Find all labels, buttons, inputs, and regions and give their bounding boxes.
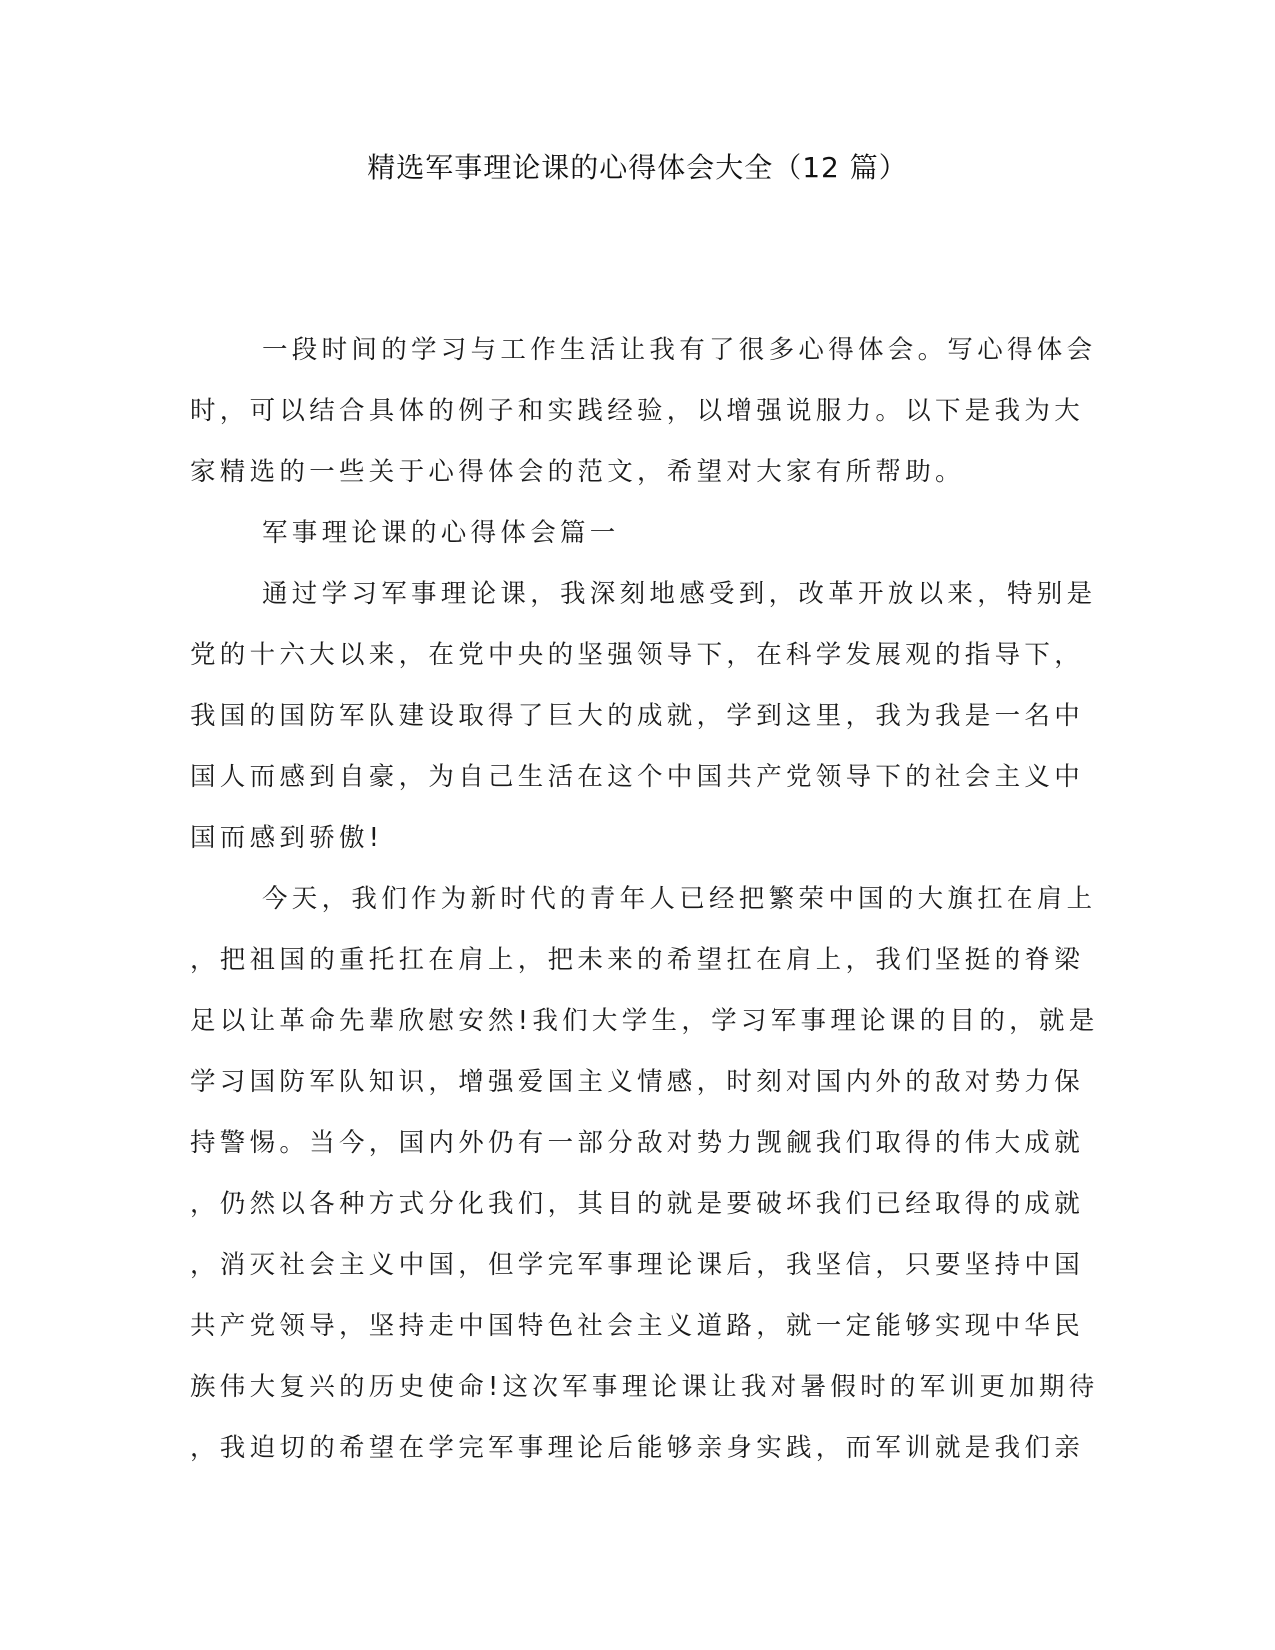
- text-line: ，消灭社会主义中国，但学完军事理论课后，我坚信，只要坚持中国: [190, 1250, 1085, 1280]
- text-line: 国人而感到自豪，为自己生活在这个中国共产党领导下的社会主义中: [190, 762, 1085, 792]
- text-line: 族伟大复兴的历史使命!这次军事理论课让我对暑假时的军训更加期待: [190, 1372, 1099, 1402]
- text-line: ，仍然以各种方式分化我们，其目的就是要破坏我们已经取得的成就: [190, 1189, 1085, 1219]
- text-line: 国而感到骄傲!: [190, 823, 384, 853]
- text-line: 我国的国防军队建设取得了巨大的成就，学到这里，我为我是一名中: [190, 701, 1085, 731]
- document-title: 精选军事理论课的心得体会大全（12 篇）: [367, 151, 908, 184]
- text-line: 一段时间的学习与工作生活让我有了很多心得体会。写心得体会: [262, 335, 1097, 365]
- document-body: [190, 320, 1099, 1479]
- text-line: 学习国防军队知识，增强爱国主义情感，时刻对国内外的敌对势力保: [190, 1067, 1085, 1097]
- section-heading: [190, 503, 1070, 564]
- text-line: ，我迫切的希望在学完军事理论后能够亲身实践，而军训就是我们亲: [190, 1433, 1085, 1463]
- text-line: 今天，我们作为新时代的青年人已经把繁荣中国的大旗扛在肩上: [262, 884, 1097, 914]
- text-line: 家精选的一些关于心得体会的范文，希望对大家有所帮助。: [190, 457, 965, 487]
- text-line: 持警惕。当今，国内外仍有一部分敌对势力觊觎我们取得的伟大成就: [190, 1128, 1085, 1158]
- paragraph-1: [190, 564, 1097, 869]
- paragraph-2: [190, 869, 1099, 1479]
- text-line: 党的十六大以来，在党中央的坚强领导下，在科学发展观的指导下，: [190, 640, 1085, 670]
- text-line: 通过学习军事理论课，我深刻地感受到，改革开放以来，特别是: [262, 579, 1097, 609]
- text-line: 共产党领导，坚持走中国特色社会主义道路，就一定能够实现中华民: [190, 1311, 1085, 1341]
- text-line: 足以让革命先辈欣慰安然!我们大学生，学习军事理论课的目的，就是: [190, 1006, 1099, 1036]
- text-line: ，把祖国的重托扛在肩上，把未来的希望扛在肩上，我们坚挺的脊梁: [190, 945, 1085, 975]
- section-heading-text: 军事理论课的心得体会篇一: [262, 518, 620, 548]
- paragraph-intro: [190, 320, 1097, 503]
- text-line: 时，可以结合具体的例子和实践经验，以增强说服力。以下是我为大: [190, 396, 1085, 426]
